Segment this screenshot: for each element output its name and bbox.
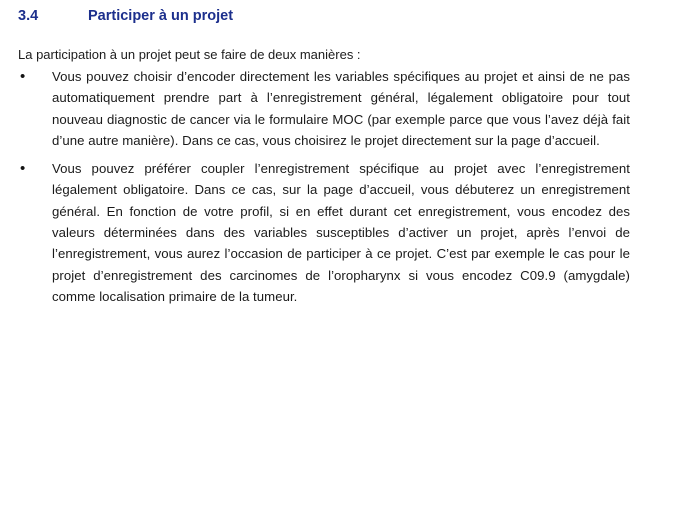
section-number: 3.4 <box>18 8 39 24</box>
section-title: Participer à un projet <box>88 8 234 24</box>
bullet-marker-icon: • <box>20 68 26 85</box>
bullet-marker-icon: • <box>20 160 26 178</box>
list-item <box>18 66 666 151</box>
list-item-text: Vous pouvez choisir d’encoder directement les variables spécifiques au projet et ainsi de ne pas automatiquement prendre part à l’enregistrement général, légalement obligatoire pour tout nouveau diagnostic de cancer via le formulaire MOC (par exemple parce que vous l’avez déjà fait d’une autre manière). Dans ce cas, vous choisirez le projet directement sur la page d’accueil. <box>52 69 630 148</box>
list-item <box>18 158 666 307</box>
bullet-list <box>18 66 666 314</box>
intro-paragraph: La participation à un projet peut se faire de deux manières : <box>18 47 361 62</box>
list-item-text: Vous pouvez préférer coupler l’enregistrement spécifique au projet avec l’enregistrement légalement obligatoire. Dans ce cas, sur la page d’accueil, vous débuterez un enregistrement général. En fonction de votre profil, si en effet durant cet enregistrement, vous encodez des valeurs déterminées dans des variables susceptibles d’activer un projet, après l’envoi de l’enregistrement, vous aurez l’occasion de participer à ce projet. C’est par exemple le cas pour le projet d’enregistrement des carcinomes de l’oropharynx si vous encodez C09.9 (amygdale) comme localisation primaire de la tumeur. <box>52 161 630 304</box>
section-heading <box>18 8 666 24</box>
